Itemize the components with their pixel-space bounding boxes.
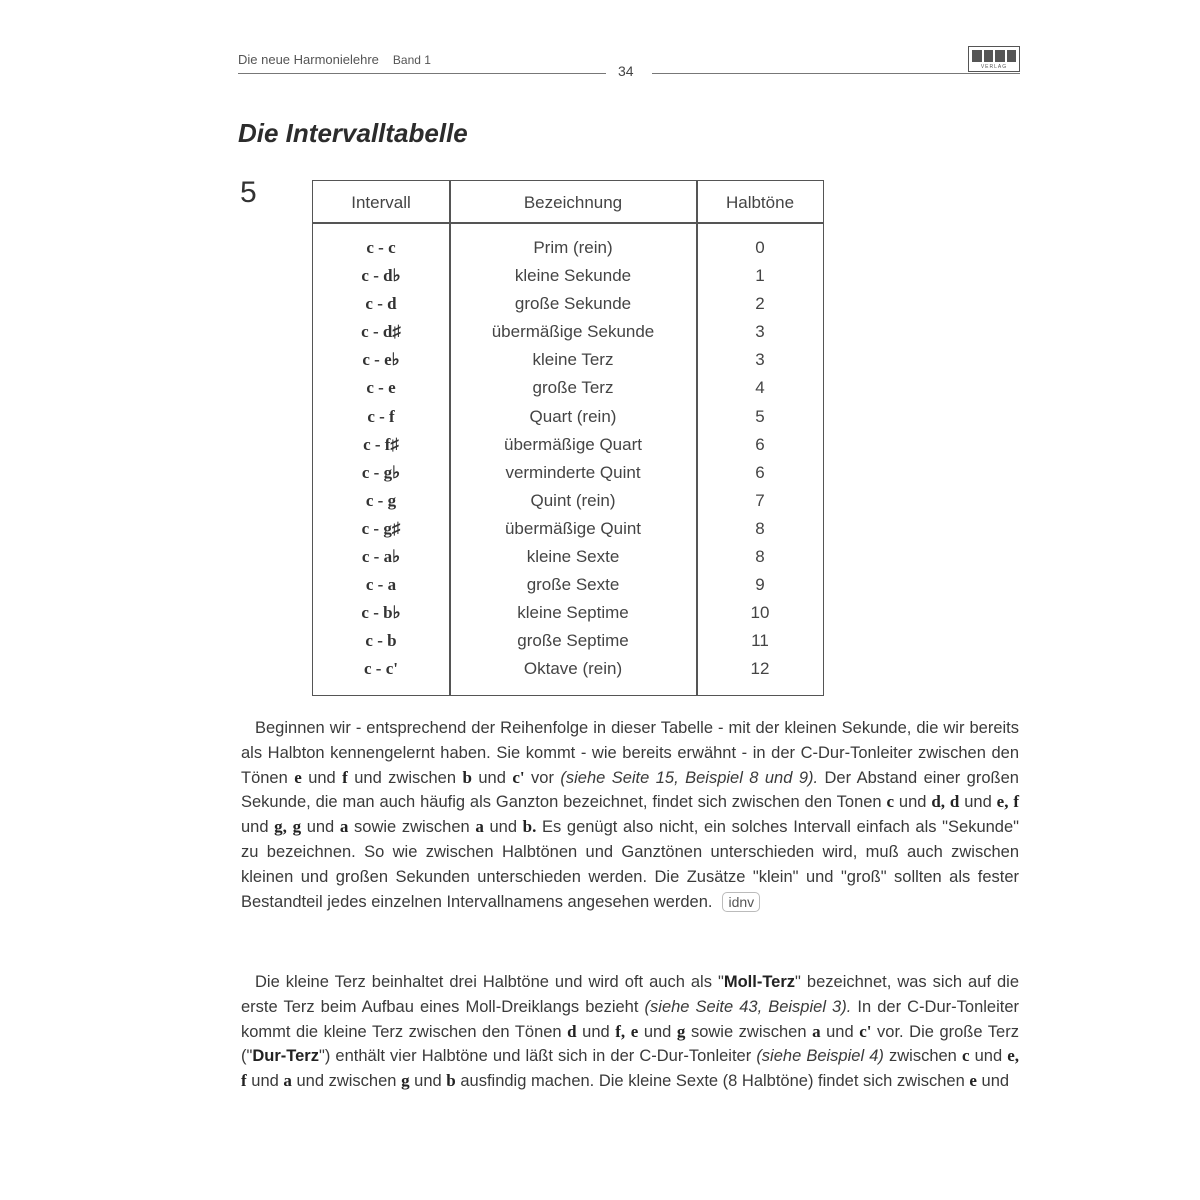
name-cell: große Septime <box>517 631 629 651</box>
table-row <box>313 631 823 659</box>
running-header <box>238 52 431 67</box>
interval-cell: c - f♯ <box>363 434 399 454</box>
name-cell: Quart (rein) <box>529 406 617 426</box>
table-header-rule <box>313 222 823 224</box>
name-cell: große Sexte <box>526 575 620 595</box>
interval-cell: c - g♯ <box>361 518 401 538</box>
interval-cell: c - d♭ <box>361 266 401 286</box>
table-row <box>313 435 823 463</box>
name-cell: große Sekunde <box>514 294 632 314</box>
semitones-cell: 4 <box>755 378 765 398</box>
name-cell: kleine Septime <box>517 603 629 623</box>
body-paragraph-2: Die kleine Terz beinhaltet drei Halbtöne und wird oft auch als "Moll-Terz" bezeichnet, was sich auf die erste Terz beim Aufbau eines Moll-Dreiklangs bezieht (siehe Seite 43, Beispiel 3). In der C-Dur-Tonleiter kommt die kleine Terz zwischen den Tönen d und f, e und g sowie zwischen a und c' vor. Die große Terz ("Dur-Terz") enthält vier Halbtöne und läßt sich in der C-Dur-Tonleiter (siehe Beispiel 4) zwischen c und e, f und a und zwischen g und b ausfindig machen. Die kleine Sexte (8 Halbtöne) findet sich zwischen e und <box>241 973 1020 1091</box>
interval-cell: c - e <box>366 378 396 398</box>
interval-cell: c - d <box>365 294 397 314</box>
interval-cell: c - g <box>365 490 397 510</box>
interval-cell: c - g♭ <box>361 462 401 482</box>
semitones-cell: 0 <box>755 238 765 257</box>
section-number: 5 <box>240 176 257 209</box>
volume-label: Band 1 <box>392 53 431 67</box>
book-title: Die neue Harmonielehre <box>238 52 379 67</box>
name-cell: Quint (rein) <box>530 490 616 510</box>
semitones-cell: 8 <box>755 547 765 567</box>
interval-cell: c - a <box>365 575 397 595</box>
name-cell: übermäßige Quart <box>504 434 642 454</box>
table-row <box>313 603 823 631</box>
interval-cell: c - d♯ <box>361 322 401 342</box>
name-cell: kleine Sekunde <box>514 266 632 286</box>
semitones-cell: 10 <box>750 603 770 623</box>
semitones-cell: 8 <box>755 518 765 538</box>
interval-table <box>312 180 824 696</box>
name-cell: Oktave (rein) <box>523 659 623 679</box>
table-row <box>313 266 823 294</box>
body-paragraph-1: Beginnen wir - entsprechend der Reihenfolge in dieser Tabelle - mit der kleinen Sekunde, die wir bereits als Halbton kennengelernt haben. Sie kommt - wie bereits erwähnt - in der C-Dur-Tonleiter zwischen den Tönen e und f und zwischen b und c' vor (siehe Seite 15, Beispiel 8 und 9). Der Abstand einer großen Sekunde, die man auch häufig als Ganzton bezeichnet, findet sich zwischen den Tonen c und d, d und e, f und g, g und a sowie zwischen a und b. Es genügt also nicht, ein solches Intervall einfach als "Sekunde" zu bezeichnen. So wie zwischen Halbtönen und Ganztönen unterschieden wird, muß auch zwischen kleinen und großen Sekunden unterschieden werden. Die Zusätze "klein" und "groß" sollten als fester Bestandteil jedes einzelnen Intervallnamens angesehen werden. idnv <box>241 719 1020 911</box>
header-rule-left <box>238 73 606 74</box>
interval-cell: c - a♭ <box>361 547 401 567</box>
semitones-cell: 6 <box>755 462 765 482</box>
term-moll-terz: Moll-Terz <box>723 973 796 991</box>
column-header-name: Bezeichnung <box>523 193 623 212</box>
semitones-cell: 11 <box>751 631 769 651</box>
table-row <box>313 547 823 575</box>
semitones-cell: 12 <box>750 659 770 679</box>
semitones-cell: 5 <box>755 406 765 426</box>
name-cell: kleine Sexte <box>526 547 620 567</box>
semitones-cell: 6 <box>755 434 765 454</box>
interval-cell: c - e♭ <box>362 350 400 370</box>
semitones-cell: 9 <box>755 575 765 595</box>
table-row <box>313 407 823 435</box>
table-row <box>313 350 823 378</box>
publisher-logo <box>968 46 1020 72</box>
page-number: 34 <box>618 63 634 79</box>
column-header-interval: Intervall <box>351 193 411 212</box>
semitones-cell: 1 <box>755 266 765 286</box>
name-cell: kleine Terz <box>532 350 614 370</box>
name-cell: übermäßige Quint <box>504 518 642 538</box>
table-row <box>313 659 823 687</box>
cross-reference: (siehe Seite 15, Beispiel 8 und 9). <box>560 768 819 787</box>
semitones-cell: 3 <box>755 322 765 342</box>
semitones-cell: 7 <box>755 490 765 510</box>
name-cell: Prim (rein) <box>533 238 613 257</box>
table-row <box>313 238 823 266</box>
header-rule-right <box>652 73 1020 74</box>
table-row <box>313 378 823 406</box>
logo-text: VERLAG <box>980 64 1008 70</box>
idnv-badge[interactable]: idnv <box>722 892 760 912</box>
term-dur-terz: Dur-Terz <box>252 1047 319 1066</box>
table-row <box>313 575 823 603</box>
column-header-semitones: Halbtöne <box>725 193 795 212</box>
interval-cell: c - f <box>367 406 395 426</box>
table-row <box>313 491 823 519</box>
semitones-cell: 2 <box>755 294 765 314</box>
section-title: Die Intervalltabelle <box>238 118 468 148</box>
table-row <box>313 519 823 547</box>
interval-cell: c - c' <box>364 659 398 679</box>
table-row <box>313 463 823 491</box>
name-cell: übermäßige Sekunde <box>491 322 655 342</box>
table-body <box>313 238 823 688</box>
interval-cell: c - b <box>365 631 397 651</box>
table-row <box>313 294 823 322</box>
name-cell: große Terz <box>532 378 614 398</box>
cross-reference: (siehe Beispiel 4) <box>756 1047 884 1066</box>
semitones-cell: 3 <box>755 350 765 370</box>
name-cell: verminderte Quint <box>505 462 641 482</box>
interval-cell: c - b♭ <box>361 603 401 623</box>
interval-cell: c - c <box>366 238 396 257</box>
table-row <box>313 322 823 350</box>
cross-reference: (siehe Seite 43, Beispiel 3). <box>644 997 852 1016</box>
